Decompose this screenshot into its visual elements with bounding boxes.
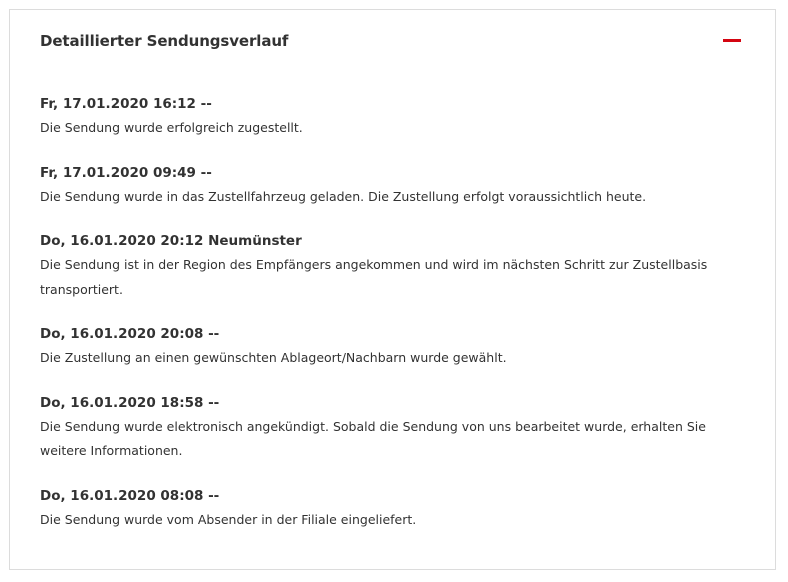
list-item: [40, 323, 750, 371]
event-date: Fr, 17.01.2020 09:49 --: [40, 164, 212, 181]
event-description: Die Sendung wurde vom Absender in der Filiale eingeliefert.: [40, 511, 417, 527]
collapse-button[interactable]: [721, 30, 745, 52]
event-date: Do, 16.01.2020 08:08 --: [40, 487, 220, 504]
event-description: Die Sendung wurde erfolgreich zugestellt.: [40, 120, 303, 135]
panel-title: Detaillierter Sendungsverlauf: [40, 32, 289, 50]
event-list: [40, 93, 750, 553]
event-description: Die Sendung wurde in das Zustellfahrzeug geladen. Die Zustellung erfolgt voraussichtlich heute.: [40, 188, 647, 204]
event-description: Die Sendung ist in der Region des Empfängers angekommen und wird im nächsten Schritt zur Zustellbasis transportiert.: [40, 257, 708, 297]
list-item: [40, 230, 750, 302]
event-description: Die Zustellung an einen gewünschten Ablageort/Nachbarn wurde gewählt.: [40, 350, 507, 365]
event-date: Do, 16.01.2020 18:58 --: [40, 394, 220, 411]
minus-icon: [723, 39, 741, 42]
event-date: Fr, 17.01.2020 16:12 --: [40, 96, 212, 112]
event-description: Die Sendung wurde elektronisch angekündigt. Sobald die Sendung von uns bearbeitet wurde, erhalten Sie weitere Informationen.: [40, 418, 706, 458]
event-date: Do, 16.01.2020 20:12 Neumünster: [40, 233, 302, 249]
shipment-history-panel: [9, 9, 776, 570]
list-item: [40, 392, 750, 464]
panel-header[interactable]: [40, 30, 745, 54]
event-date: Do, 16.01.2020 20:08 --: [40, 326, 220, 342]
list-item: [40, 93, 750, 141]
list-item: [40, 162, 750, 210]
list-item: [40, 485, 750, 533]
